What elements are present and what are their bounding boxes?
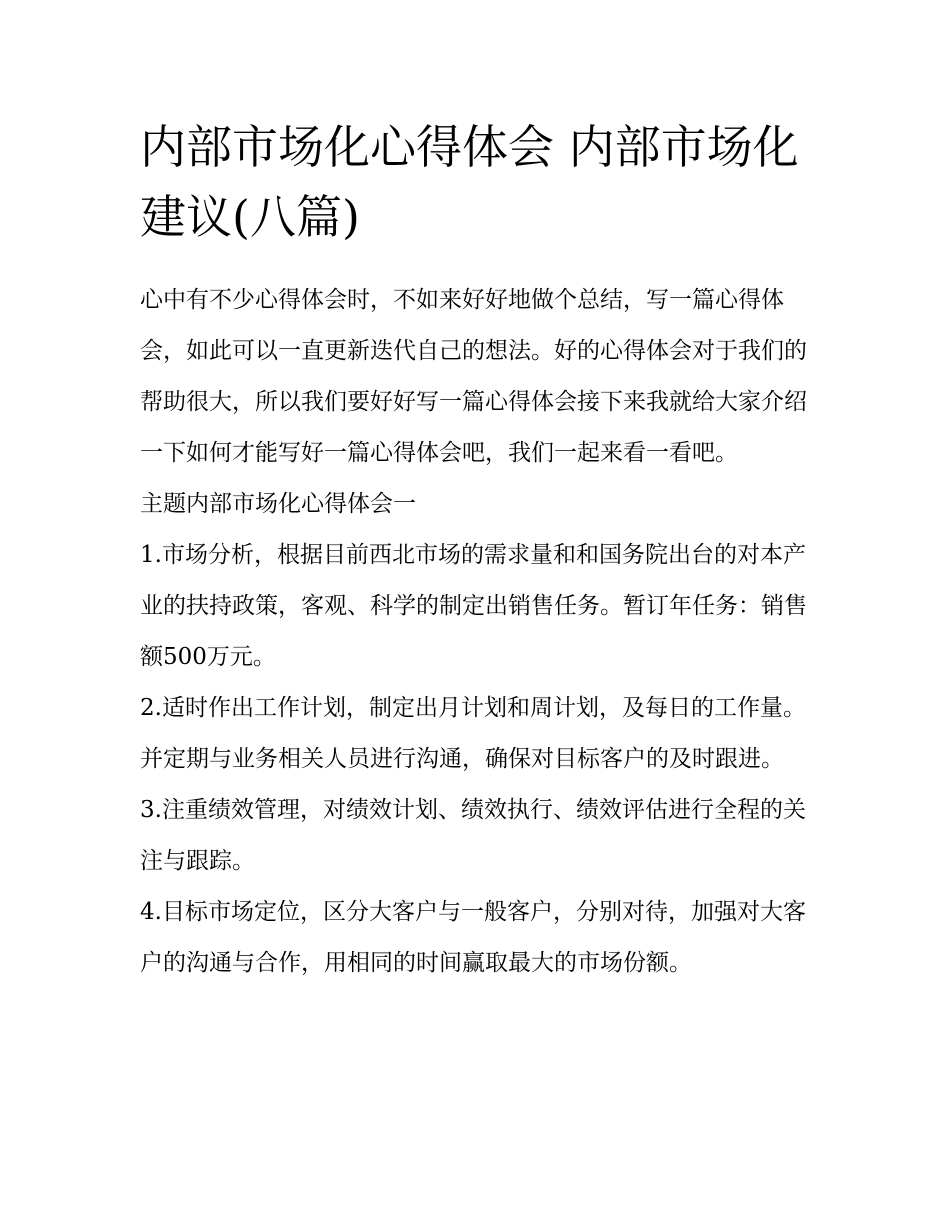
section-heading: 主题内部市场化心得体会一 — [140, 491, 416, 517]
document-body — [140, 275, 820, 989]
list-item: 1.市场分析，根据目前西北市场的需求量和和国务院出台的对本产业的扶持政策，客观、科学的制定出销售任务。暂订年任务：销售额500万元。 — [140, 542, 807, 670]
list-item: 3.注重绩效管理，对绩效计划、绩效执行、绩效评估进行全程的关注与跟踪。 — [140, 797, 806, 874]
list-item: 2.适时作出工作计划，制定出月计划和周计划，及每日的工作量。并定期与业务相关人员进行沟通，确保对目标客户的及时跟进。 — [140, 695, 806, 772]
document-title: 内部市场化心得体会 内部市场化建议(八篇) — [140, 120, 799, 244]
intro-paragraph: 心中有不少心得体会时，不如来好好地做个总结，写一篇心得体会，如此可以一直更新迭代自己的想法。好的心得体会对于我们的帮助很大，所以我们要好好写一篇心得体会接下来我就给大家介绍一下如何才能写好一篇心得体会吧，我们一起来看一看吧。 — [140, 287, 807, 466]
list-item: 4.目标市场定位，区分大客户与一般客户，分别对待，加强对大客户的沟通与合作，用相同的时间赢取最大的市场份额。 — [140, 899, 806, 976]
